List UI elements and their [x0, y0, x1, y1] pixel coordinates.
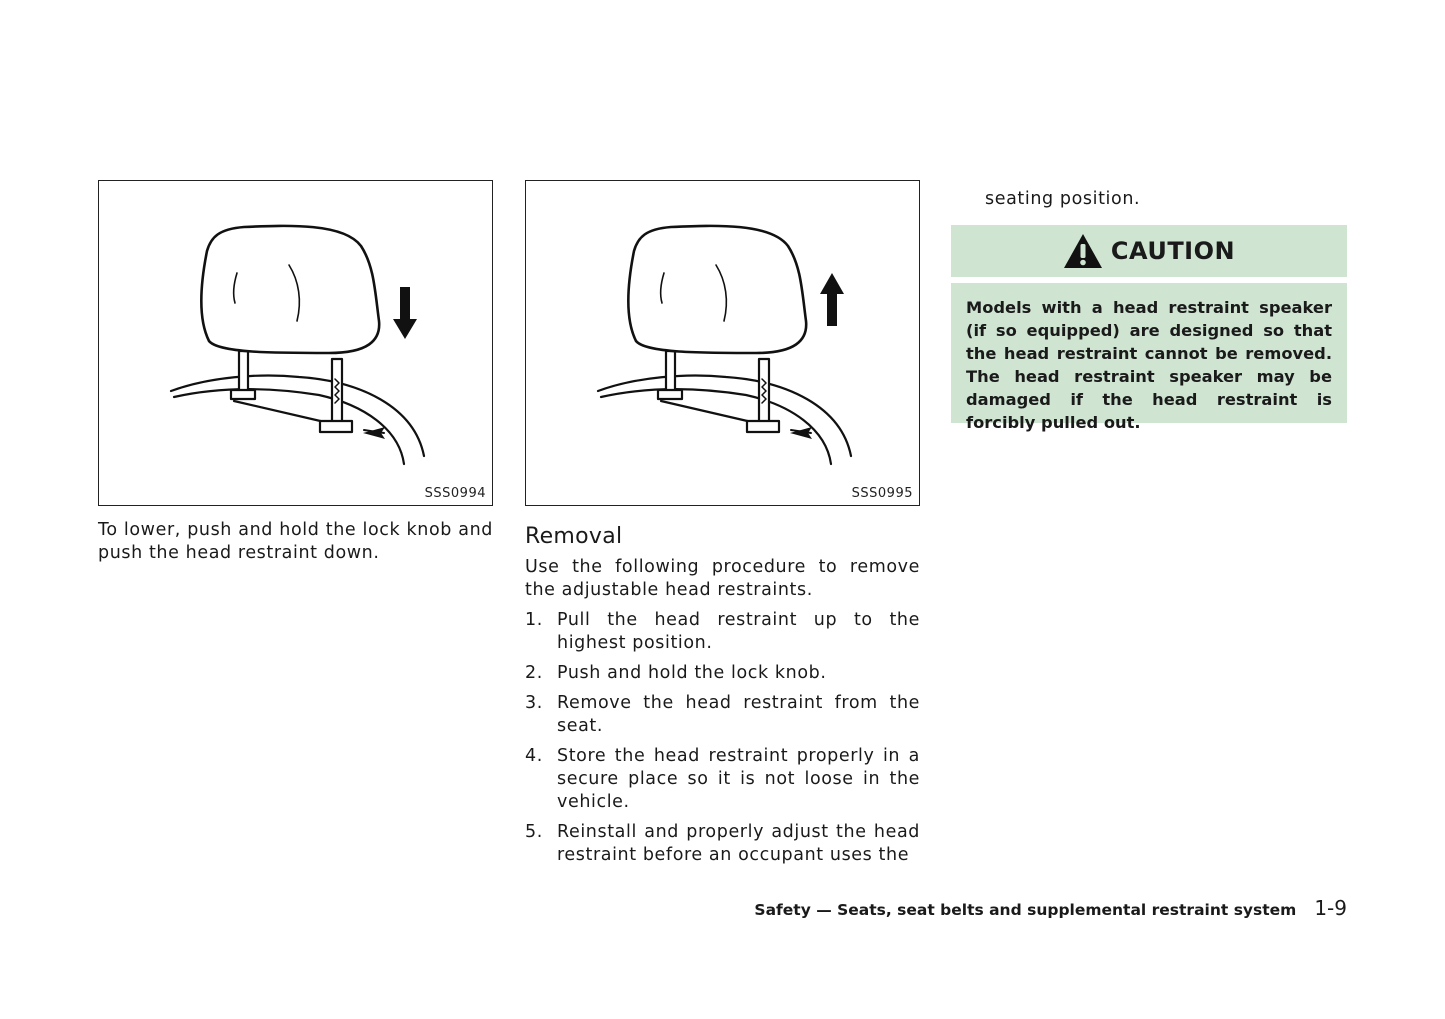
list-item: 1. Pull the head restraint up to the highest position. [525, 610, 920, 653]
lower-instruction-text: To lower, push and hold the lock knob and push the head restraint down. [98, 520, 493, 563]
figure-remove-head-restraint [525, 180, 920, 506]
continued-text: seating position. [985, 189, 1141, 209]
figure-code: SSS0994 [424, 486, 486, 501]
caution-header [951, 225, 1347, 277]
page-number: 1-9 [1314, 896, 1347, 920]
figure-lower-head-restraint [98, 180, 493, 506]
removal-steps-list [525, 609, 920, 874]
removal-heading: Removal [525, 524, 623, 549]
head-restraint-remove-illustration [526, 181, 921, 507]
list-item: 3. Remove the head restraint from the seat. [525, 693, 920, 736]
list-item: 5. Reinstall and properly adjust the head restraint before an occupant uses the [525, 822, 920, 865]
caution-text: Models with a head restraint speaker (if so equipped) are designed so that the head restraint cannot be removed. The head restraint speaker may be damaged if the head restraint is forcibly pulled out. [951, 283, 1347, 423]
figure-code: SSS0995 [851, 486, 913, 501]
removal-intro-text: Use the following procedure to remove the adjustable head restraints. [525, 557, 920, 600]
list-item: 2. Push and hold the lock knob. [525, 663, 827, 683]
footer-section-title: Safety — Seats, seat belts and supplemental restraint system [754, 901, 1297, 919]
page-footer [754, 896, 1347, 920]
caution-title: CAUTION [1110, 237, 1236, 265]
head-restraint-lower-illustration [99, 181, 494, 507]
warning-triangle-icon [1063, 233, 1103, 269]
list-item: 4. Store the head restraint properly in a secure place so it is not loose in the vehicle. [525, 746, 920, 812]
